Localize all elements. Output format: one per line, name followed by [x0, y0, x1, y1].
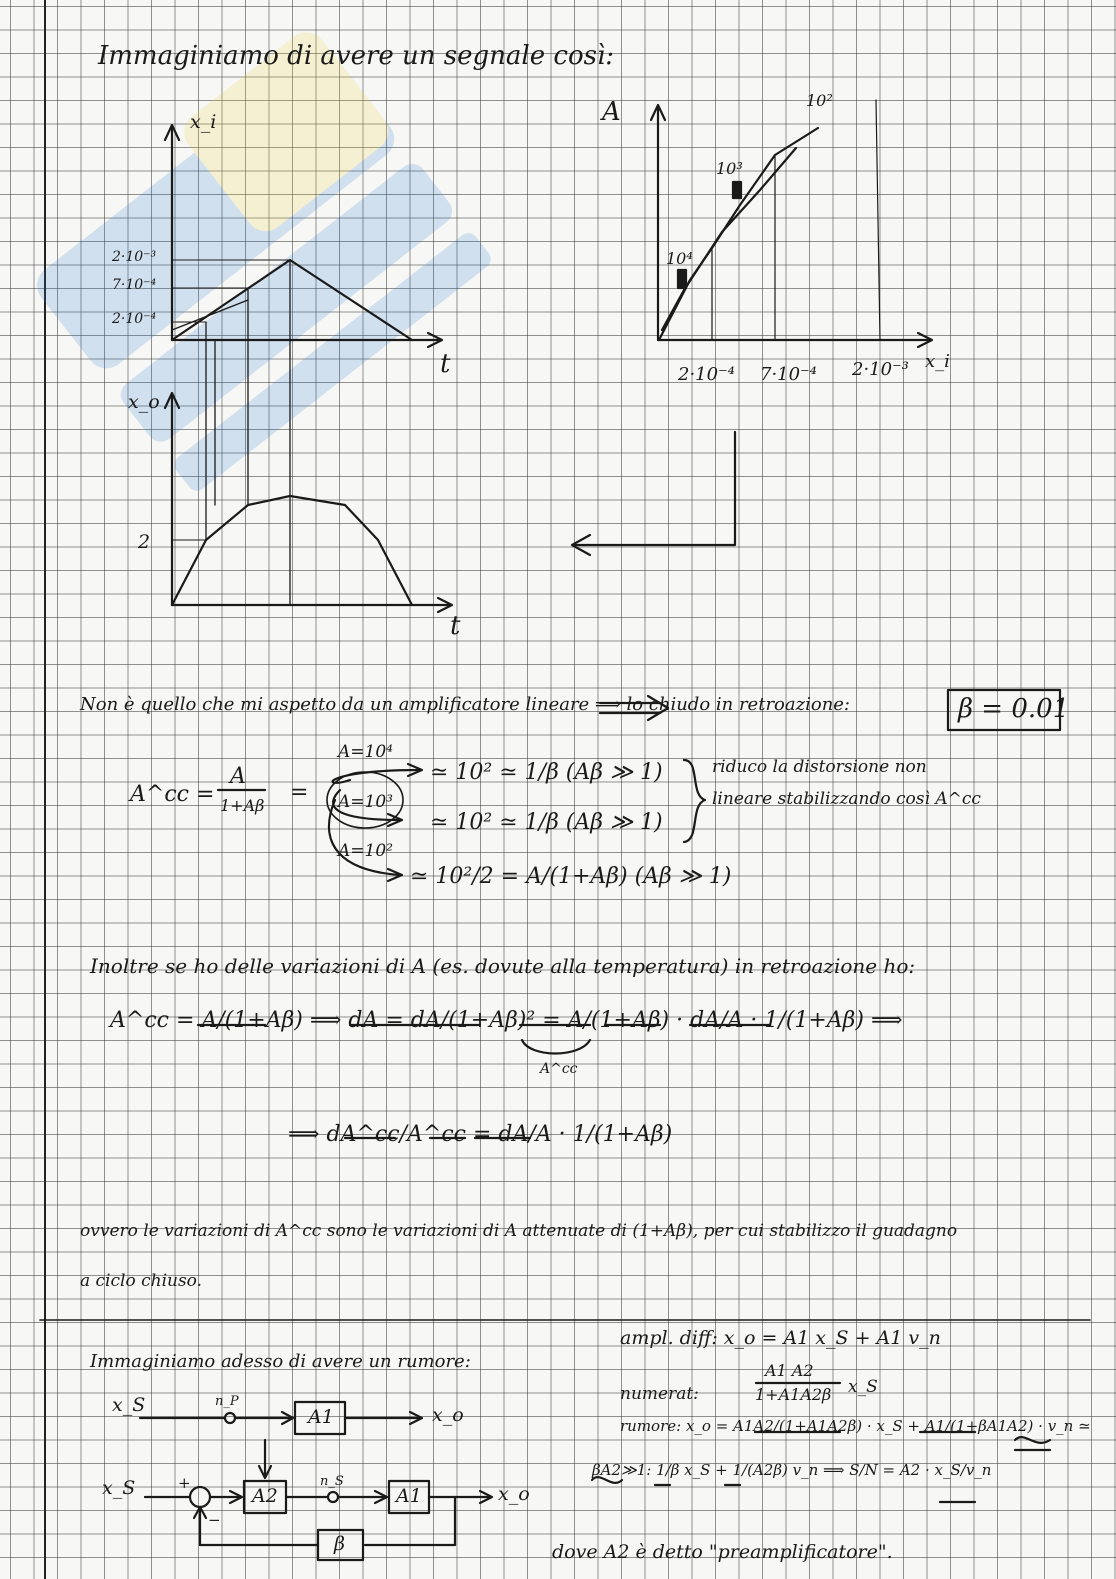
- diagram1-input: x_S: [112, 1394, 146, 1416]
- equation-rumore: rumore: x_o = A1A2/(1+A1A2β) · x_S + A1/(1+βA1A2) · v_n ≃: [620, 1417, 1091, 1435]
- graph-output-signal: [165, 393, 452, 612]
- equation-ampl-diff: ampl. diff: x_o = A1 x_S + A1 v_n: [620, 1327, 941, 1349]
- nonlinear-line: Non è quello che mi aspetto da un amplificatore lineare ⟹ lo chiudo in retroazione:: [80, 694, 851, 715]
- graph1-y-tick-2: 7·10⁻⁴: [112, 277, 157, 293]
- graph2-segment-2: 10³: [716, 159, 743, 178]
- block-diagram-2: [145, 1440, 492, 1560]
- case-label-1: A=10⁴: [338, 742, 393, 762]
- intro-line: Immaginiamo di avere un segnale così:: [98, 41, 615, 71]
- diagram2-output: x_o: [498, 1483, 530, 1505]
- graph1-y-tick-1: 2·10⁻³: [112, 249, 157, 265]
- notebook-margin-line: [44, 0, 46, 1579]
- projection-lines: [206, 260, 290, 605]
- equation-numeratore-den: 1+A1A2β: [755, 1385, 832, 1404]
- disturbo-line: Immaginiamo adesso di avere un rumore:: [90, 1351, 471, 1372]
- inoltre-line: Inoltre se ho delle variazioni di A (es. dovute alla temperatura) in retroazione ho:: [90, 954, 916, 978]
- equals-sign: =: [290, 780, 309, 805]
- ovvero-line-1: ovvero le variazioni di A^cc sono le variazioni di A attenuate di (1+Aβ), per cui stabilizzo il guadagno: [80, 1221, 958, 1241]
- graph2-x-tick-1: 2·10⁻⁴: [678, 364, 735, 385]
- diagram2-plus: +: [178, 1474, 191, 1492]
- graph2-segment-1: 10⁴: [666, 249, 693, 268]
- beta-box: β = 0.01: [958, 694, 1070, 724]
- ovvero-line-2: a ciclo chiuso.: [80, 1271, 203, 1291]
- equation-approx: βA2≫1: 1/β x_S + 1/(A2β) v_n ⟹ S/N = A2 · x_S/v_n: [592, 1461, 992, 1479]
- graph-input-signal: [165, 125, 442, 347]
- case-result-2: ≃ 10² ≃ 1/β (Aβ ≫ 1): [430, 810, 663, 835]
- equation-final: dove A2 è detto "preamplificatore".: [552, 1541, 893, 1563]
- case-label-2: A=10³: [338, 792, 393, 812]
- derivation-underbrace-label: A^cc: [540, 1061, 578, 1077]
- acc-frac-den: 1+Aβ: [220, 796, 265, 815]
- graph-gain-curve: [651, 100, 932, 347]
- case-label-3: A=10²: [338, 841, 393, 861]
- watermark-logo: [0, 0, 561, 562]
- equation-numeratore-num: A1 A2: [765, 1361, 814, 1380]
- diagram1-output: x_o: [432, 1404, 464, 1426]
- diagram2-block-a2: A2: [252, 1485, 278, 1507]
- diagram2-minus: −: [208, 1511, 221, 1529]
- graph2-y-label: A: [602, 97, 621, 127]
- brace-note-1: riduco la distorsione non: [712, 757, 927, 777]
- diagram2-block-beta: β: [334, 1533, 345, 1555]
- diagram2-input: x_S: [102, 1477, 136, 1499]
- case-result-3: ≃ 10²/2 = A/(1+Aβ) (Aβ ≫ 1): [410, 864, 732, 889]
- graph2-segment-3: 10²: [806, 91, 833, 110]
- graph2-x-tick-3: 2·10⁻³: [852, 359, 909, 380]
- acc-lhs: A^cc =: [130, 782, 215, 807]
- diagram1-block-a1: A1: [308, 1406, 334, 1428]
- diagram2-noise: n_S: [320, 1474, 344, 1489]
- graph2-x-tick-2: 7·10⁻⁴: [760, 364, 817, 385]
- diagram1-noise: n_P: [215, 1394, 239, 1409]
- equation-numeratore-tail: x_S: [848, 1377, 878, 1397]
- graph3-x-label: t: [450, 611, 461, 641]
- graph1-y-tick-3: 2·10⁻⁴: [112, 311, 157, 327]
- brace-note-2: lineare stabilizzando così A^cc: [712, 789, 981, 809]
- equation-numeratore-label: numerat:: [620, 1384, 699, 1404]
- diagram2-block-a1: A1: [396, 1485, 422, 1507]
- graph3-y-label: x_o: [128, 391, 160, 413]
- graph1-y-label: x_i: [190, 111, 217, 133]
- derivation-line-1: A^cc = A/(1+Aβ) ⟹ dA = dA/(1+Aβ)² = A/(1+Aβ) · dA/A · 1/(1+Aβ) ⟹: [110, 1008, 903, 1033]
- graph3-y-tick: 2: [138, 531, 151, 553]
- case-result-1: ≃ 10² ≃ 1/β (Aβ ≫ 1): [430, 760, 663, 785]
- block-diagram-1: [140, 1402, 422, 1434]
- derivation-line-2: ⟹ dA^cc/A^cc = dA/A · 1/(1+Aβ): [288, 1122, 673, 1147]
- return-arrow: [572, 432, 735, 555]
- graph2-x-label: x_i: [925, 351, 950, 372]
- graph1-x-label: t: [440, 349, 451, 379]
- acc-frac-num: A: [230, 764, 246, 789]
